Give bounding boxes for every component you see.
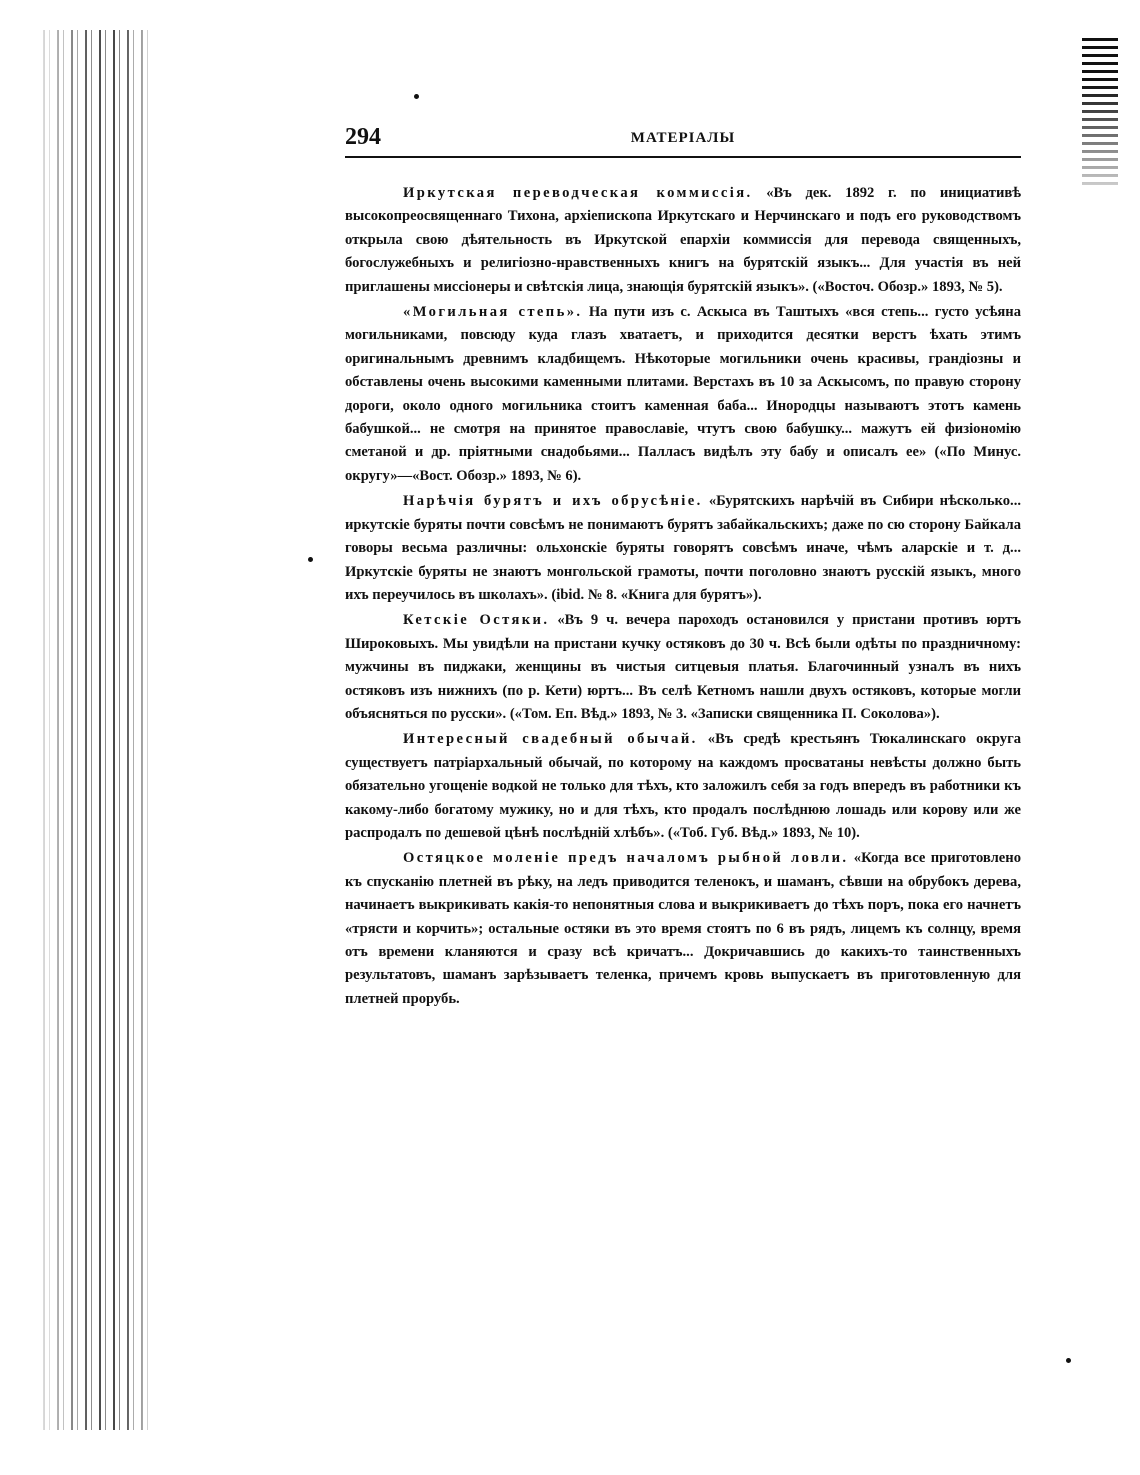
article-paragraph (345, 847, 1021, 1011)
article-title: Интересный свадебный обычай. (403, 731, 698, 748)
page-number: 294 (345, 124, 381, 150)
article-title: «Могильная степь». (403, 304, 583, 321)
article-title: Иркутская переводческая коммиссія. (403, 185, 753, 201)
article-paragraph (345, 728, 1021, 845)
article-paragraph (345, 609, 1021, 726)
page-header (345, 124, 1021, 158)
article-paragraph (345, 301, 1021, 488)
article-text: На пути изъ с. Аскыса въ Таштыхъ «вся степь... густо усѣяна могильниками, повсюду куда глазъ хватаетъ, и приходится десятки верстъ ѣхать этимъ оригинальнымъ древнимъ кладбищемъ. Нѣкоторые могильники очень красивы, грандіозны и обставлены очень высокими каменными плитами. Верстахъ въ 10 за Аскысомъ, по правую сторону дороги, около одного могильника стоитъ каменная баба... Инородцы называютъ этотъ камень бабушкой... не смотря на принятое православіе, чтутъ свою бабушку... мажутъ ей физіономію сметаной и др. пріятными снадобьями... Палласъ видѣлъ эту бабу и описалъ ее» («По Минус. округу»—«Вост. Обозр.» 1893, № 6). (345, 304, 1021, 484)
article-text: «Въ средѣ крестьянъ Тюкалинскаго округа существуетъ патріархальный обычай, по которому на каждомъ просватаны невѣсты должно быть обязательно угощеніе водкой не только для тѣхъ, кто заложилъ себя за годъ впередъ въ работники къ какому-либо богатому мужику, но и для тѣхъ, кто продалъ послѣднюю лошадь или корову или же распродалъ по дешевой цѣнѣ послѣдній хлѣбъ». («Тоб. Губ. Вѣд.» 1893, № 10). (345, 731, 1021, 841)
scan-speck (414, 94, 419, 99)
article-text: «Въ дек. 1892 г. по инициативѣ высокопреосвященнаго Тихона, архіепископа Иркутскаго и Нерчинскаго и подъ его руководствомъ открыла свою дѣятельность въ Иркутской епархіи коммиссія для перевода священныхъ, богослужебныхъ и религіозно-нравственныхъ книгъ на бурятскій языкъ... Для участія въ ней приглашены миссіонеры и свѣтскія лица, знающія бурятскій языкъ». («Восточ. Обозр.» 1893, № 5). (345, 185, 1021, 295)
article-paragraph (345, 490, 1021, 607)
scan-speck (308, 557, 313, 562)
article-text: «Въ 9 ч. вечера пароходъ остановился у пристани противъ юртъ Широковыхъ. Мы увидѣли на пристани кучку остяковъ до 30 ч. Всѣ были одѣты по праздничному: мужчины въ пиджаки, женщины въ чистыя ситцевыя платья. Благочинный узналъ въ нихъ остяковъ изъ нижнихъ (по р. Кети) юртъ... Въ селѣ Кетномъ нашли двухъ остяковъ, которые могли объясняться по русски». («Том. Еп. Вѣд.» 1893, № 3. «Записки священника П. Соколова»). (345, 612, 1021, 722)
page-body (345, 182, 1021, 1013)
article-title: Остяцкое моленіе предъ началомъ рыбной ловли. (403, 850, 849, 867)
article-text: «Когда все приготовлено къ спусканію плетней въ рѣку, на ледъ приводится теленокъ, и шаманъ, сѣвши на обрубокъ дерева, начинаетъ выкрикивать какія-то непонятныя слова и выкрикиваетъ до тѣхъ поръ, пока его начнетъ «трясти и корчить»; остальные остяки въ это время стоятъ по 6 въ рядъ, лицемъ къ солнцу, время отъ времени кланяются и сразу всѣ кричатъ... Докричавшись до какихъ-то таинственныхъ результатовъ, шаманъ зарѣзываетъ теленка, причемъ кровь выпускаетъ въ приготовленную для плетней прорубь. (345, 850, 1021, 1007)
scan-speck (1066, 1358, 1071, 1363)
article-paragraph (345, 182, 1021, 299)
scan-binding-shadow (40, 30, 155, 1430)
scan-edge-mark (1082, 38, 1118, 188)
article-title: Нарѣчія бурятъ и ихъ обрусѣніе. (403, 493, 703, 510)
article-text: «Бурятскихъ нарѣчій въ Сибири нѣсколько... иркутскіе буряты почти совсѣмъ не понимаютъ бурятъ забайкальскихъ; даже по сю сторону Байкала говоры весьма различны: ольхонскіе буряты говорятъ совсѣмъ иначе, чѣмъ аларскіе и т. д... Иркутскіе буряты не знаютъ монгольской грамоты, почти поголовно знаютъ русскій языкъ, много ихъ переучилось въ школахъ». (ibid. № 8. «Книга для бурятъ»). (345, 493, 1021, 603)
article-title: Кетскіе Остяки. (403, 612, 550, 629)
running-title: МАТЕРІАЛЫ (630, 130, 736, 146)
